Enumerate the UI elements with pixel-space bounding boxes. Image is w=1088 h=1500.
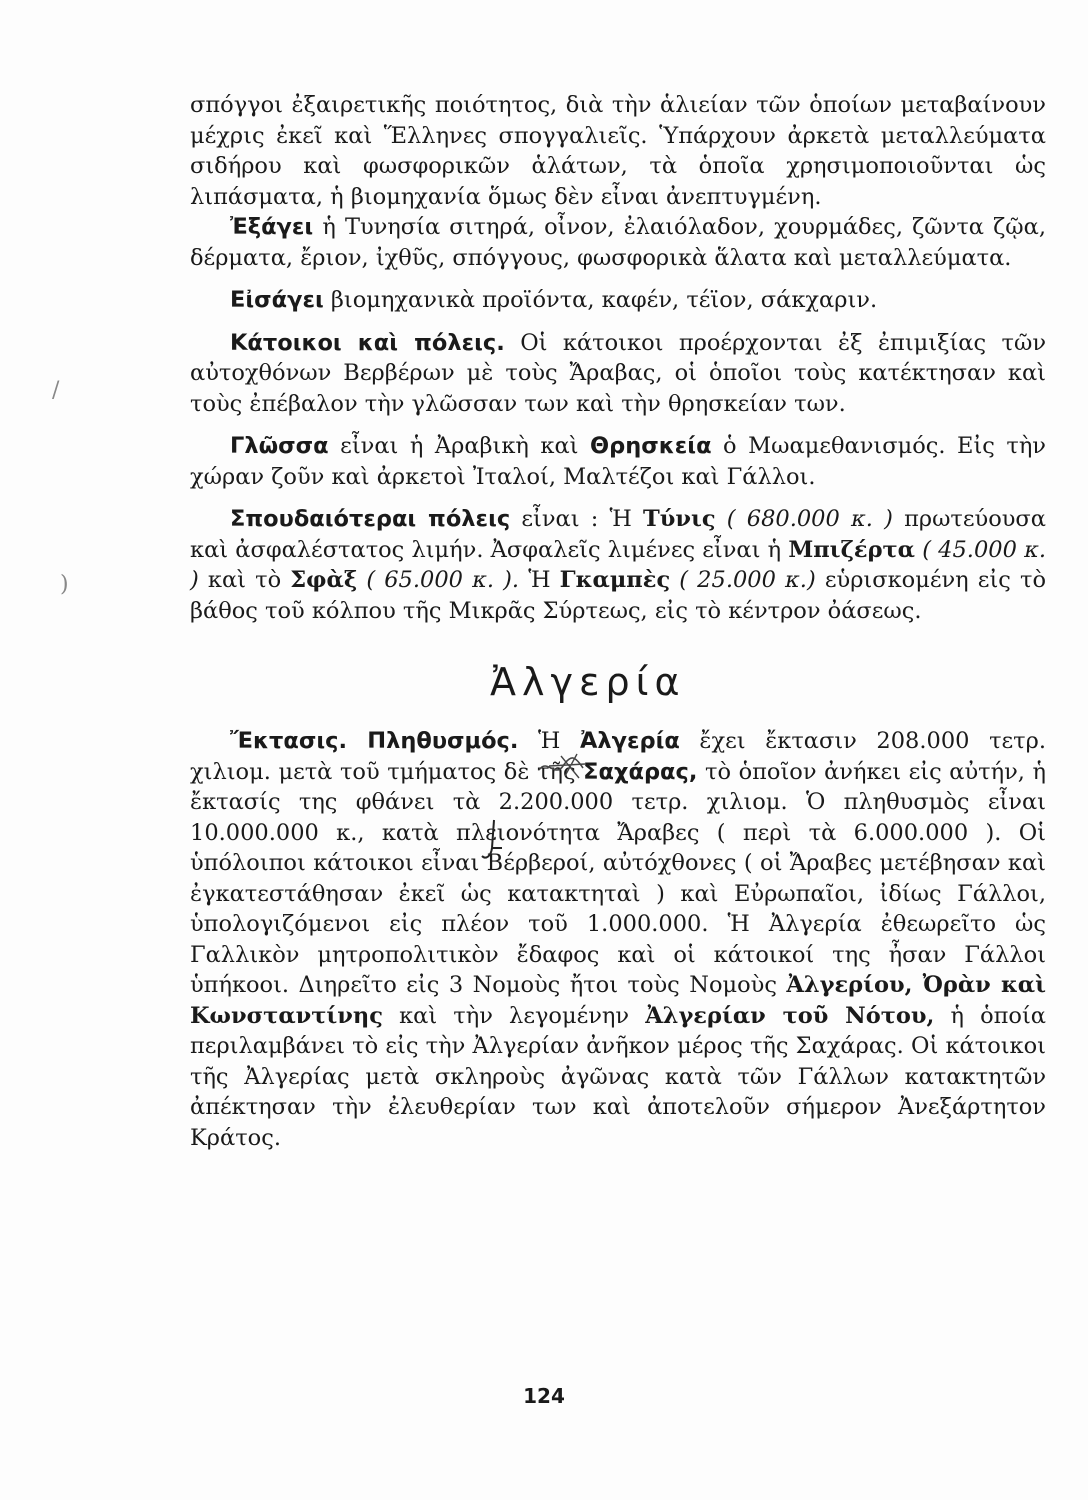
lead-exports: Ἐξάγει	[230, 214, 314, 240]
text-algeria-3: τὸ ὁποῖον ἀνήκει εἰς αὐτήν, ἡ ἔκτασίς της φθάνει τὰ 2.200.000 τετρ. χιλιομ. Ὁ πληθυσμὸς εἶναι 10.000.000 κ., κατὰ πλειονότητα Ἄραβες ( περὶ τὰ 6.000.000 ). Οἱ ὑπόλοιποι κάτοικοι εἶναι Βέρβεροί, αὐτόχθονες ( οἱ Ἄραβες μετέβησαν καὶ ἐγκατεστάθησαν ἐκεῖ ὡς κατακτηταὶ ) καὶ Εὐρωπαῖοι, ἰδίως Γάλλοι, ὑπολογιζόμενοι εἰς πλέον τοῦ 1.000.000. Ἡ Ἀλγερία ἐθεωρεῖτο ὡς Γαλλικὸν μητροπολιτικὸν ἔδαφος καὶ οἱ κάτοικοί της ἦσαν Γάλλοι ὑπήκοοι. Διηρεῖτο εἰς 3 Νομοὺς ἤτοι τοὺς Νομοὺς	[190, 758, 1046, 998]
paragraph-language	[190, 431, 1046, 492]
text-cities-4: Ἡ	[519, 567, 560, 593]
text-language-2: ὁ Μωαμεθανισμός. Εἰς τὴν χώραν ζοῦν καὶ ἀρκετοὶ Ἰταλοί, Μαλτέζοι καὶ Γάλλοι.	[190, 433, 1046, 490]
pen-scribble-icon	[535, 748, 595, 784]
paragraph-cities	[190, 504, 1046, 626]
lead-area-population: Ἔκτασις. Πληθυσμός.	[230, 728, 519, 754]
city-tunis: Τύνις	[643, 506, 716, 532]
text-cities-1: εἶναι : Ἡ	[510, 506, 644, 532]
margin-mark-icon: /	[52, 378, 60, 403]
city-sfax: Σφὰξ	[290, 567, 358, 593]
pop-gabes: ( 25.000 κ.)	[670, 567, 816, 593]
term-algeria: Ἀλγερία	[579, 728, 680, 754]
term-southern-algeria: Ἀλγερίαν τοῦ Νότου,	[645, 1002, 935, 1029]
text-cities-3: καὶ τὸ	[198, 567, 291, 593]
term-prefectures: Ἀλγερίου, Ὀρὰν καὶ Κωνσταντίνης	[190, 972, 1047, 1029]
text-algeria-4: καὶ τὴν λεγομένην	[382, 1002, 646, 1029]
paragraph-inhabitants	[190, 328, 1046, 420]
page-number: 124	[523, 1384, 565, 1408]
margin-paren-icon: )	[60, 572, 69, 597]
term-religion: Θρησκεία	[590, 433, 712, 459]
text-inhabitants: Οἱ κάτοικοι προέρχονται ἐξ ἐπιμιξίας τῶν αὐτοχθόνων Βερβέρων μὲ τοὺς Ἄραβας, οἱ ὁποῖοι τοὺς κατέκτησαν καὶ τοὺς ἐπέβαλον τὴν γλῶσσαν των καὶ τὴν θρησκείαν των.	[190, 329, 1047, 417]
lead-imports: Εἰσάγει	[230, 287, 324, 313]
text-exports: ἡ Τυνησία σιτηρά, οἶνον, ἐλαιόλαδον, χουρμάδες, ζῶντα ζῷα, δέρματα, ἔριον, ἰχθῦς, σπόγγους, φωσφορικὰ ἅλατα καὶ μεταλλεύματα.	[190, 214, 1046, 271]
city-bizerte: Μπιζέρτα	[788, 536, 915, 563]
pop-bizerte: ( 45.000 κ. )	[190, 536, 1046, 593]
paragraph-imports	[190, 285, 1046, 316]
text-cities-5: εὑρισκομένη εἰς τὸ βάθος τοῦ κόλπου τῆς Μικρᾶς Σύρτεως, εἰς τὸ κέντρον ὀάσεως.	[190, 567, 1046, 624]
paragraph-algeria	[190, 726, 1046, 1153]
text-language-1: εἶναι ἡ Ἀραβικὴ καὶ	[328, 433, 591, 459]
text-algeria-1: Ἡ	[518, 728, 580, 754]
city-gabes: Γκαμπὲς	[559, 567, 671, 593]
paragraph-sponges: σπόγγοι ἐξαιρετικῆς ποιότητος, διὰ τὴν ἁλιείαν τῶν ὁποίων μεταβαίνουν μέχρις ἐκεῖ καὶ Ἕλληνες σπογγαλιεῖς. Ὑπάρχουν ἀρκετὰ μεταλλεύματα σιδήρου καὶ φωσφορικῶν ἁλάτων, τὰ ὁποῖα χρησιμοποιοῦνται ὡς λιπάσματα, ἡ βιομηχανία ὅμως δὲν εἶναι ἀνεπτυγμένη.	[190, 92, 1046, 210]
lead-cities: Σπουδαιότεραι πόλεις	[230, 506, 511, 532]
lead-language: Γλῶσσα	[230, 433, 329, 459]
text-imports: βιομηχανικὰ προϊόντα, καφέν, τέϊον, σάκχαριν.	[323, 287, 878, 313]
lead-inhabitants: Κάτοικοι καὶ πόλεις.	[230, 329, 505, 356]
section-heading: Ἀλγερία	[490, 660, 686, 704]
hand-mark-icon	[476, 818, 504, 864]
body-text	[190, 90, 1046, 1153]
text-algeria-2: ἔχει ἔκτασιν 208.000 τετρ. χιλιομ. μετὰ τοῦ τμήματος δὲ τῆς	[190, 728, 1046, 785]
paragraph-exports	[190, 212, 1046, 273]
text-cities-2: πρωτεύουσα καὶ ἀσφαλέστατος λιμήν. Ἀσφαλεῖς λιμένες εἶναι ἡ	[190, 506, 1046, 563]
text-algeria-5: ἡ ὁποία περιλαμβάνει τὸ εἰς τὴν Ἀλγερίαν ἀνῆκον μέρος τῆς Σαχάρας. Οἱ κάτοικοι τῆς Ἀλγερίας μετὰ σκληροὺς ἀγῶνας κατὰ τῶν Γάλλων κατακτητῶν ἀπέκτησαν τὴν ἐλευθερίαν των καὶ ἀποτελοῦν σήμερον Ἀνεξάρτητον Κράτος.	[190, 1002, 1046, 1151]
pop-tunis: ( 680.000 κ. )	[715, 506, 893, 532]
term-sahara: Σαχάρας,	[583, 758, 698, 785]
pop-sfax: ( 65.000 κ. ).	[357, 567, 520, 593]
